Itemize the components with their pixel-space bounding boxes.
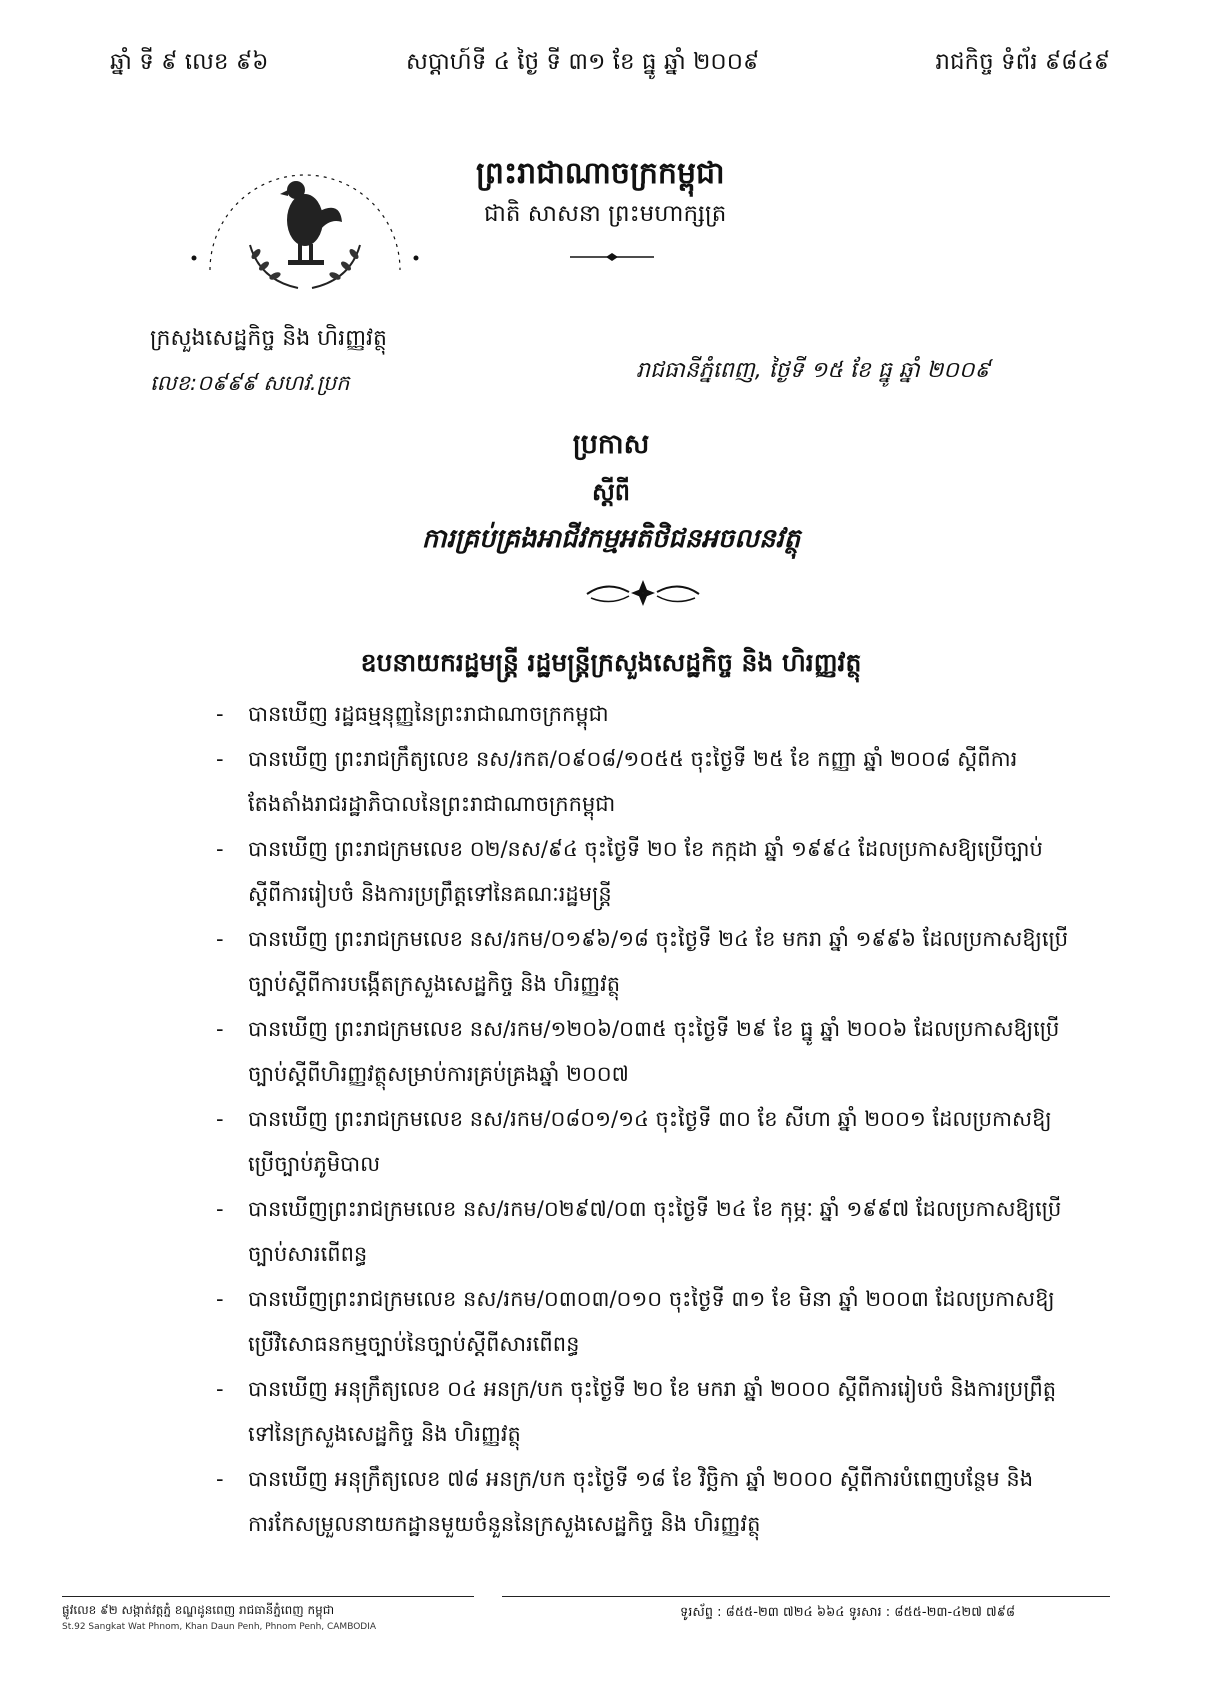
footer-rule (62, 1596, 474, 1597)
about-label: ស្តីពី (591, 478, 631, 506)
reference-value: ០៩៩៩ (197, 371, 257, 395)
consideration-item: - បានឃើញ រដ្ឋធម្មនុញ្ញនៃព្រះរាជាណាចក្រកម្ពុជា (216, 692, 1076, 737)
consideration-item: - បានឃើញ ព្រះរាជក្រមលេខ នស/រកម/០១៩៦/១៨ ចុះថ្ងៃទី ២៤ ខែ មករា ឆ្នាំ ១៩៩៦ ដែលប្រកាសឱ្យប្រើច្បាប់ស្តីពីការបង្កើតក្រសួងសេដ្ឋកិច្ច និង ហិរញ្ញវត្ថុ (216, 917, 1076, 1007)
list-dash: - (216, 1467, 224, 1491)
consideration-item: - បានឃើញ ព្រះរាជក្រមលេខ ០២/នស/៩៤ ចុះថ្ងៃទី ២០ ខែ កក្កដា ឆ្នាំ ១៩៩៤ ដែលប្រកាសឱ្យប្រើច្បាប់ស្តីពីការរៀបចំ និងការប្រព្រឹត្តទៅនៃគណៈរដ្ឋមន្ត្រី (216, 827, 1076, 917)
gazette-header (110, 48, 1110, 88)
reference-number (150, 370, 350, 401)
list-dash: - (216, 837, 224, 861)
reference-suffix: សហវ.ប្រក (263, 371, 350, 395)
list-dash: - (216, 1107, 224, 1131)
footer-address-english: St.92 Sangkat Wat Phnom, Khan Daun Penh, Phnom Penh, CAMBODIA (62, 1622, 377, 1632)
gazette-issue: ឆ្នាំ ទី ៩ លេខ ៩៦ (110, 49, 269, 75)
ornament-divider-icon (583, 578, 703, 608)
list-dash: - (216, 747, 224, 771)
signing-authority: ឧបនាយករដ្ឋមន្ត្រី រដ្ឋមន្ត្រីក្រសួងសេដ្ឋកិច្ច និង ហិរញ្ញវត្ថុ (360, 648, 862, 677)
document-subject: ការគ្រប់គ្រងអាជីវកម្មអតិថិជនអចលនវត្ថុ (421, 524, 801, 554)
consideration-item: - បានឃើញ អនុក្រឹត្យលេខ ០៤ អនក្រ/បក ចុះថ្ងៃទី ២០ ខែ មករា ឆ្នាំ ២០០០ ស្តីពីការរៀបចំ និងការប្រព្រឹត្តទៅនៃក្រសួងសេដ្ឋកិច្ច និង ហិរញ្ញវត្ថុ (216, 1367, 1076, 1457)
footer-phone-fax: ទូរស័ព្ទ : ៨៥៥-២៣ ៧២៤ ៦៦៤ ទូរសារ : ៨៥៥-២៣-៤២៧ ៧៩៨ (680, 1605, 1016, 1620)
list-dash: - (216, 1197, 224, 1221)
ministry-seal-icon (180, 150, 430, 320)
consideration-item: - បានឃើញព្រះរាជក្រមលេខ នស/រកម/០៣០៣/០១០ ចុះថ្ងៃទី ៣១ ខែ មិនា ឆ្នាំ ២០០៣ ដែលប្រកាសឱ្យប្រើវិសោធនកម្មច្បាប់នៃច្បាប់ស្តីពីសារពើពន្ធ (216, 1277, 1076, 1367)
gazette-page-number: រាជកិច្ច ទំព័រ ៩៨៤៩ (935, 49, 1110, 75)
kingdom-motto: ជាតិ សាសនា ព្រះមហាក្សត្រ (484, 201, 727, 227)
list-dash: - (216, 1377, 224, 1401)
kingdom-title: ព្រះរាជាណាចក្រកម្ពុជា (476, 156, 725, 191)
list-dash: - (216, 702, 224, 726)
document-type: ប្រកាស (572, 429, 650, 460)
consideration-item: - បានឃើញ ព្រះរាជក្រមលេខ នស/រកម/១២០៦/០៣៥ ចុះថ្ងៃទី ២៩ ខែ ធ្នូ ឆ្នាំ ២០០៦ ដែលប្រកាសឱ្យប្រើច្បាប់ស្តីពីហិរញ្ញវត្ថុសម្រាប់ការគ្រប់គ្រងឆ្នាំ ២០០៧ (216, 1007, 1076, 1097)
consideration-item: - បានឃើញ ព្រះរាជក្រមលេខ នស/រកម/០៨០១/១៤ ចុះថ្ងៃទី ៣០ ខែ សីហា ឆ្នាំ ២០០១ ដែលប្រកាសឱ្យប្រើច្បាប់ភូមិបាល (216, 1097, 1076, 1187)
issue-date-line: រាជធានីភ្នំពេញ, ថ្ងៃទី ១៥ ខែ ធ្នូ ឆ្នាំ ២០០៩ (636, 358, 991, 383)
ministry-name: ក្រសួងសេដ្ឋកិច្ច និង ហិរញ្ញវត្ថុ (150, 326, 387, 351)
reference-prefix: លេខ: (150, 371, 198, 395)
gazette-week-date: សប្តាហ៍ទី ៤ ថ្ងៃ ទី ៣១ ខែ ធ្នូ ឆ្នាំ ២០០៩ (406, 49, 760, 75)
motto-divider-icon (570, 250, 654, 264)
list-dash: - (216, 927, 224, 951)
consideration-item: - បានឃើញ អនុក្រឹត្យលេខ ៧៨ អនក្រ/បក ចុះថ្ងៃទី ១៨ ខែ វិច្ឆិកា ឆ្នាំ ២០០០ ស្តីពីការបំពេញបន្ថែម និងការកែសម្រួលនាយកដ្ឋានមួយចំនួននៃក្រសួងសេដ្ឋកិច្ច និង ហិរញ្ញវត្ថុ (216, 1457, 1076, 1547)
consideration-item: - បានឃើញ ព្រះរាជក្រឹត្យលេខ នស/រកត/០៩០៨/១០៥៥ ចុះថ្ងៃទី ២៥ ខែ កញ្ញា ឆ្នាំ ២០០៨ ស្តីពីការតែងតាំងរាជរដ្ឋាភិបាលនៃព្រះរាជាណាចក្រកម្ពុជា (216, 737, 1076, 827)
consideration-item: - បានឃើញព្រះរាជក្រមលេខ នស/រកម/០២៩៧/០៣ ចុះថ្ងៃទី ២៤ ខែ កុម្ភៈ ឆ្នាំ ១៩៩៧ ដែលប្រកាសឱ្យប្រើច្បាប់សារពើពន្ធ (216, 1187, 1076, 1277)
list-dash: - (216, 1017, 224, 1041)
footer-address-khmer: ផ្លូវលេខ ៩២ សង្កាត់វត្តភ្នំ ខណ្ឌដូនពេញ រាជធានីភ្នំពេញ កម្ពុជា (62, 1603, 335, 1617)
list-dash: - (216, 1287, 224, 1311)
footer-rule (502, 1596, 1110, 1597)
considerations-list (216, 692, 1076, 1547)
